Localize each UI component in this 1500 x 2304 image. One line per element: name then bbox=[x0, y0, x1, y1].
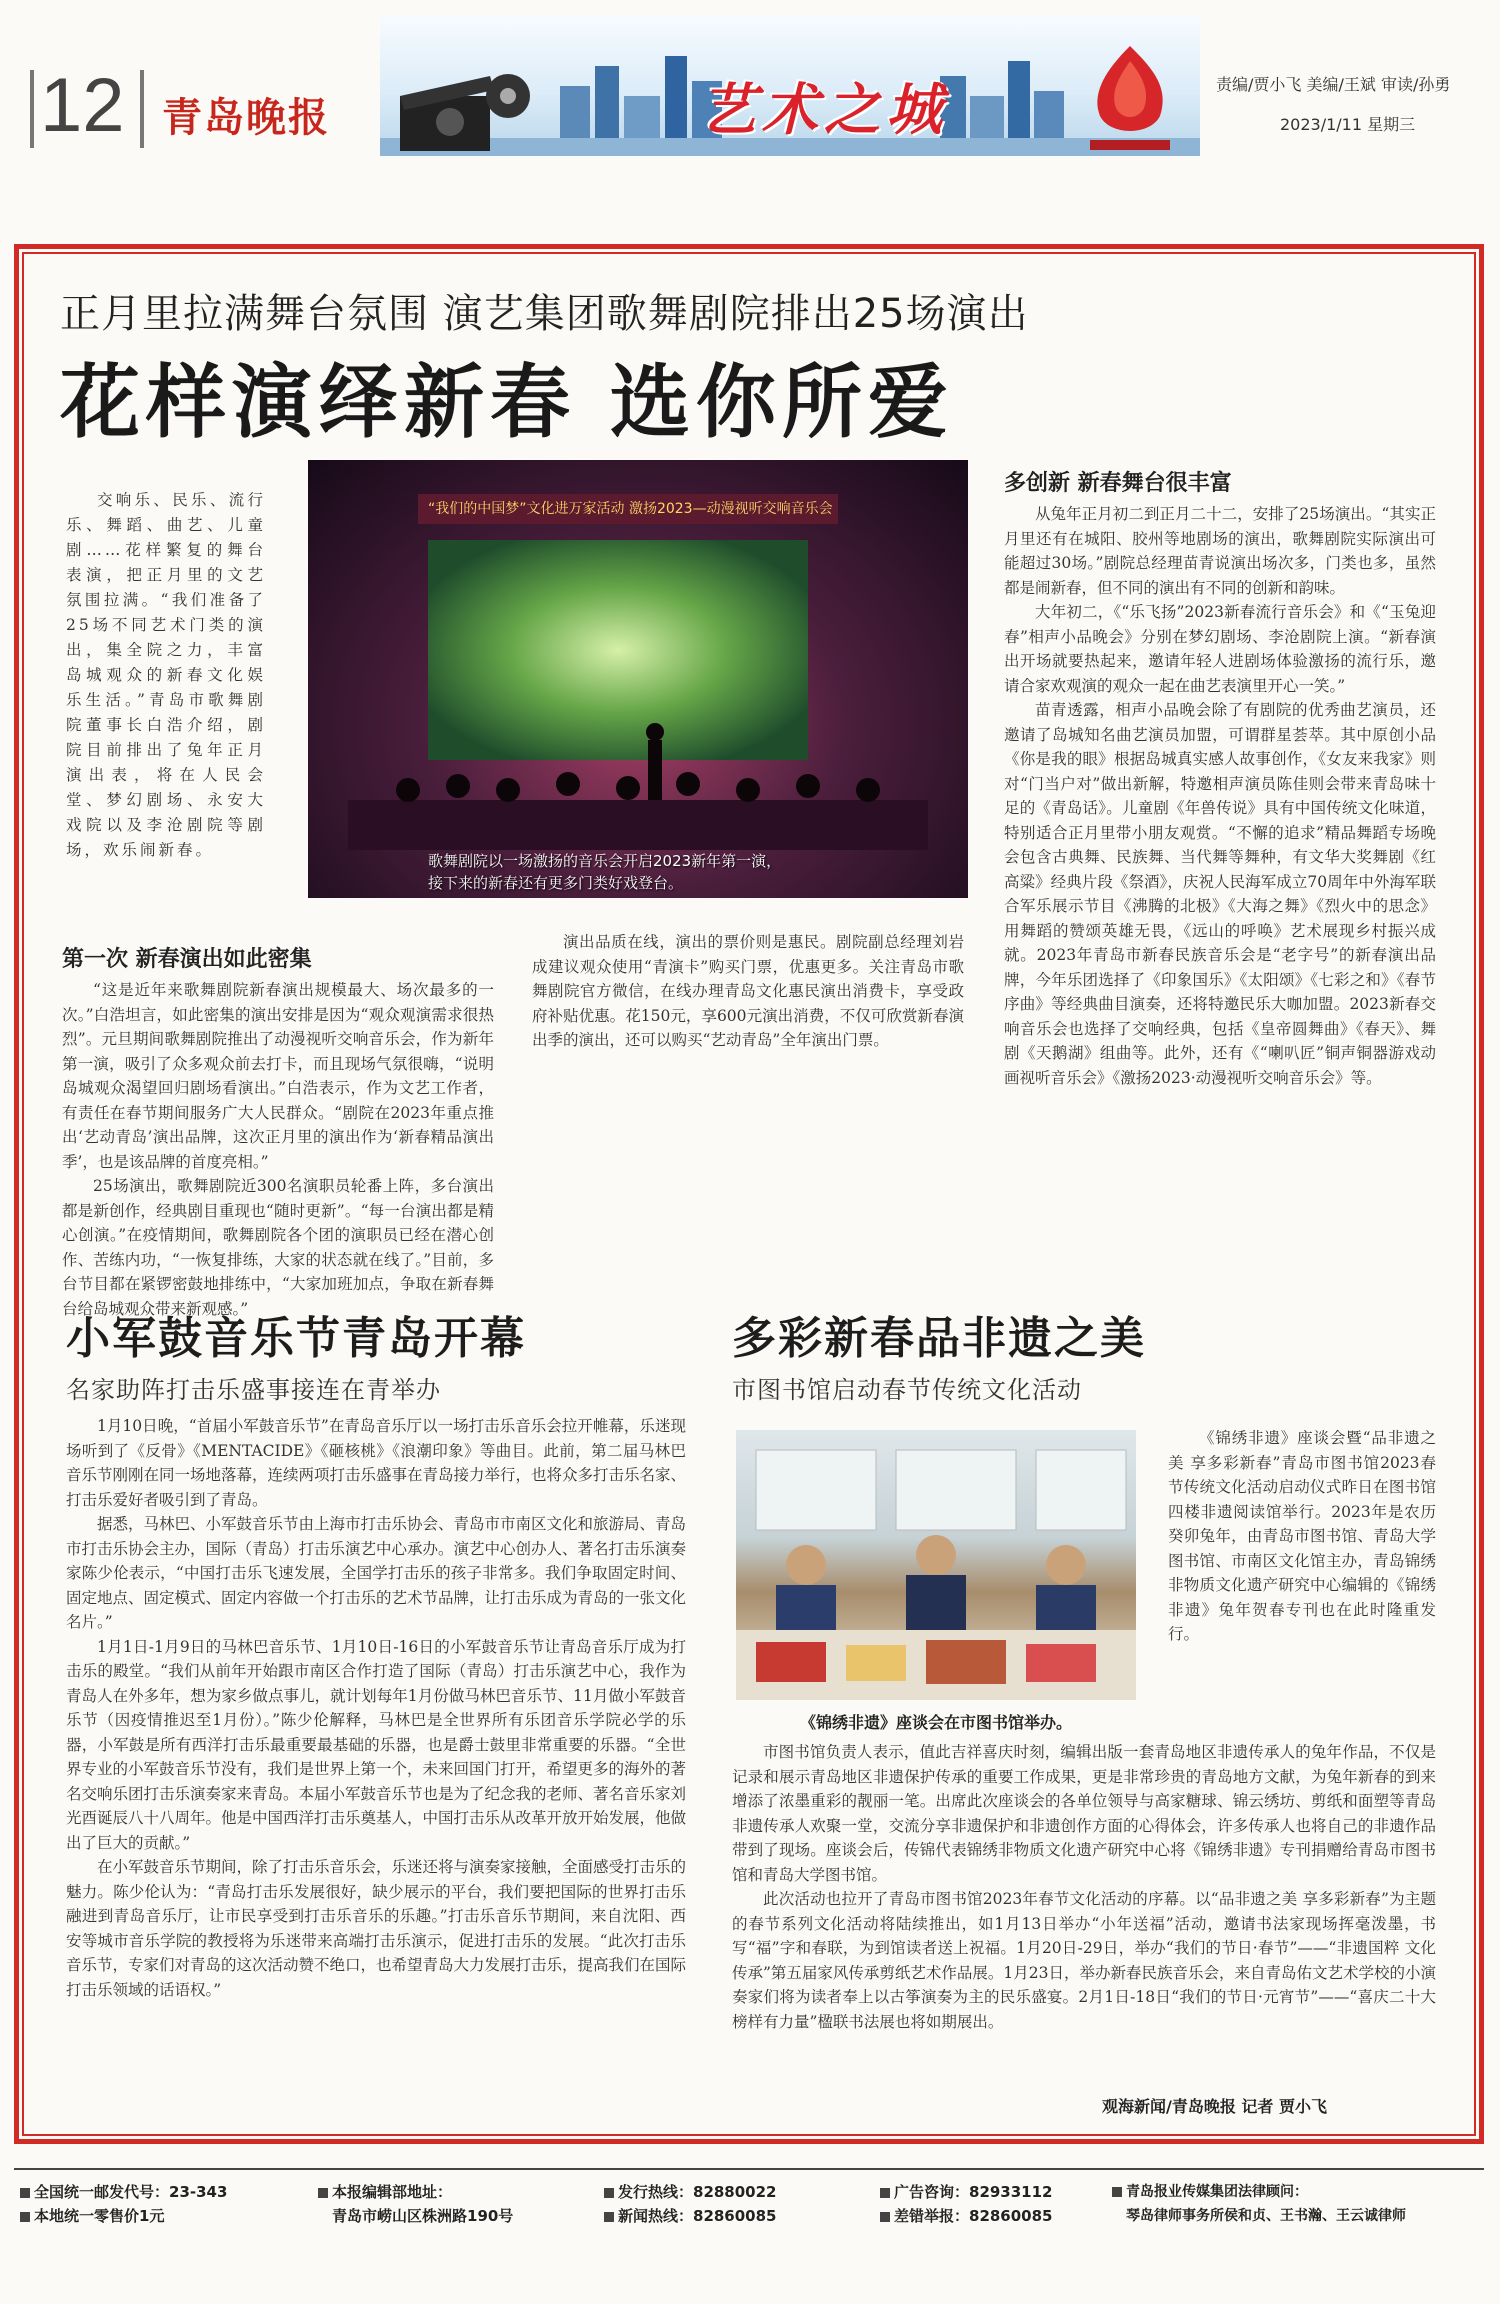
footer-legal-label: 青岛报业传媒集团法律顾问： bbox=[1126, 2184, 1308, 2200]
story3-col-right bbox=[1168, 1426, 1436, 1736]
story1-headline: 花样演绎新春 选你所爱 bbox=[60, 355, 954, 449]
footer-block-5 bbox=[1112, 2180, 1406, 2228]
story1-section1-col1 bbox=[62, 978, 494, 1318]
story2-subhead: 名家助阵打击乐盛事接连在青举办 bbox=[66, 1376, 441, 1404]
masthead bbox=[0, 0, 1500, 160]
story1-sec2-paragraph3: 苗青透露，相声小品晚会除了有剧院的优秀曲艺演员，还邀请了岛城知名曲艺演员加盟，可谓群星荟萃。其中原创小品《你是我的眼》根据岛城真实感人故事创作，《女友来我家》则对“门当户对”做出新解，特邀相声演员陈佳则会带来青岛味十足的《青岛话》。儿童剧《年兽传说》具有中国传统文化味道，特别适合正月里带小朋友观赏。“不懈的追求”精品舞蹈专场晚会包含古典舞、民族舞、当代舞等舞种，有文华大奖舞剧《红高粱》经典片段《祭酒》，庆祝人民海军成立70周年中外海军联合军乐展示节目《沸腾的北极》《大海之舞》《烈火中的思念》用舞蹈的赞颂英雄无畏，《远山的呼唤》艺术展现乡村振兴成就。2023年青岛市新春民族音乐会是“老字号”的新春演出品牌，今年乐团选择了《印象国乐》《太阳颂》《七彩之和》《春节序曲》等经典曲目演奏，还将特邀民乐大咖加盟。2023新春交响音乐会也选择了交响经典，包括《皇帝圆舞曲》《春天》、舞剧《天鹅湖》组曲等。此外，还有《“喇叭匠”铜声铜器游戏动画视听音乐会》《激扬2023·动漫视听交响音乐会》等。 bbox=[1004, 701, 1436, 1087]
story3-paragraph1: 《锦绣非遗》座谈会暨“品非遗之美 享多彩新春”青岛市图书馆2023春节传统文化活动启动仪式昨日在图书馆四楼非遗阅读馆举行。2023年是农历癸卯兔年，由青岛市图书馆、青岛大学图书馆、市南区文化馆主办，青岛锦绣非物质文化遗产研究中心编辑的《锦绣非遗》兔年贺春专刊也在此时隆重发行。 bbox=[1168, 1429, 1436, 1643]
footer-news-hotline: 新闻热线：82860085 bbox=[618, 2207, 777, 2225]
footer-divider bbox=[14, 2168, 1484, 2170]
paper-name: 青岛晚报 bbox=[162, 94, 330, 141]
story1-sec2-paragraph2: 大年初二，《“乐飞扬”2023新春流行音乐会》和《“玉兔迎春”相声小品晚会》分别在梦幻剧场、李沧剧院上演。“新春演出开场就要热起来，邀请年轻人进剧场体验激扬的流行乐，邀请合家欢观演的观众一起在曲艺表演里开心一笑。” bbox=[1004, 603, 1436, 695]
footer-block-2 bbox=[318, 2180, 513, 2228]
footer-address-label: 本报编辑部地址： bbox=[332, 2183, 453, 2201]
story1-sec1-paragraph1: “这是近年来歌舞剧院新春演出规模最大、场次最多的一次。”白浩坦言，如此密集的演出安排是因为“观众观演需求很热烈”。元旦期间歌舞剧院推出了动漫视听交响音乐会，作为新年第一演，吸引了众多观众前去打卡，而且现场气氛很嗨，“说明岛城观众渴望回归剧场看演出。”白浩表示，作为文艺工作者，有责任在春节期间服务广大人民群众。“剧院在2023年重点推出‘艺动青岛’演出品牌，这次正月里的演出作为‘新春精品演出季’，也是该品牌的首度亮相。” bbox=[62, 981, 494, 1171]
may-wind-sculpture-icon bbox=[1080, 36, 1180, 156]
footer-error-report: 差错举报：82860085 bbox=[894, 2207, 1053, 2225]
footer-distribution-hotline: 发行热线：82880022 bbox=[618, 2183, 777, 2201]
photo-caption-line1: 歌舞剧院以一场激扬的音乐会开启2023新年第一演， bbox=[428, 852, 782, 870]
story1-lead-text: 交响乐、民乐、流行乐、舞蹈、曲艺、儿童剧……花样繁复的舞台表演，把正月里的文艺氛围拉满。“我们准备了25场不同艺术门类的演出，集全院之力，丰富岛城观众的新春文化娱乐生活。”青岛市歌舞剧院董事长白浩介绍，剧院目前排出了兔年正月演出表，将在人民会堂、梦幻剧场、永安大戏院以及李沧剧院等剧场，欢乐闹新春。 bbox=[66, 491, 266, 859]
footer-block-1 bbox=[20, 2180, 227, 2228]
footer-address: 青岛市崂山区株洲路190号 bbox=[332, 2207, 514, 2225]
photo-caption-line2: 接下来的新春还有更多门类好戏登台。 bbox=[428, 874, 684, 892]
story2-headline: 小军鼓音乐节青岛开幕 bbox=[66, 1313, 526, 1364]
story1-sec2-paragraph1: 从兔年正月初二到正月二十二，安排了25场演出。“其实正月里还有在城阳、胶州等地剧场的演出，歌舞剧院实际演出可能超过30场。”剧院总经理苗青说演出场次多，门类也多，虽然都是闹新春，但不同的演出有不同的创新和韵味。 bbox=[1004, 505, 1436, 597]
meeting-scene-icon bbox=[736, 1430, 1136, 1700]
concert-photo bbox=[308, 460, 968, 898]
photo-caption: 《锦绣非遗》座谈会在市图书馆举办。 bbox=[800, 1713, 1073, 1732]
footer-block-4 bbox=[880, 2180, 1053, 2228]
story2-paragraph4: 在小军鼓音乐节期间，除了打击乐音乐会，乐迷还将与演奏家接触，全面感受打击乐的魅力。陈少伦认为：“青岛打击乐发展很好，缺少展示的平台，我们要把国际的世界打击乐融进到青岛音乐厅，让市民享受到打击乐音乐的乐趣。”打击乐音乐节期间，来自沈阳、西安等城市音乐学院的教授将为乐迷带来高端打击乐演示，促进打击乐的发展。“此次打击乐音乐节，专家们对青岛的这次活动赞不绝口，也希望青岛大力发展打击乐，提高我们在国际打击乐领域的话语权。” bbox=[66, 1858, 687, 1999]
story3-subhead: 市图书馆启动春节传统文化活动 bbox=[732, 1376, 1082, 1404]
story2-paragraph1: 1月10日晚，“首届小军鼓音乐节”在青岛音乐厅以一场打击乐音乐会拉开帷幕，乐迷现场听到了《反骨》《MENTACIDE》《砸核桃》《浪潮印象》等曲目。此前，第二届马林巴音乐节刚刚在同一场地落幕，连续两项打击乐盛事在青岛接力举行，也将众多打击乐名家、打击乐爱好者吸引到了青岛。 bbox=[66, 1417, 687, 1509]
story1-sec1-paragraph2: 25场演出，歌舞剧院近300名演职员轮番上阵，多台演出都是新创作，经典剧目重现也“随时更新”。“每一台演出都是精心创演。”在疫情期间，歌舞剧院各个团的演职员已经在潜心创作、苦练内功，“一恢复排练，大家的状态就在线了。”目前，多台节目都在紧锣密鼓地排练中，“大家加班加点，争取在新春舞台给岛城观众带来新观感。” bbox=[62, 1177, 494, 1318]
story1-section1-title: 第一次 新春演出如此密集 bbox=[62, 947, 312, 972]
story3-paragraph2: 市图书馆负责人表示，值此吉祥喜庆时刻，编辑出版一套青岛地区非遗传承人的兔年作品，不仅是记录和展示青岛地区非遗保护传承的重要工作成果，更是非常珍贵的青岛地方文献，为兔年新春的到来增添了浓墨重彩的靓丽一笔。出席此次座谈会的各单位领导与高家糖球、锦云绣坊、剪纸和面塑等青岛非遗传承人欢聚一堂，交流分享非遗保护和非遗创作方面的心得体会，许多传承人也将自己的非遗作品带到了现场。座谈会后，传锦代表锦绣非物质文化遗产研究中心将《锦绣非遗》专刊捐赠给青岛市图书馆和青岛大学图书馆。 bbox=[732, 1743, 1436, 1884]
photo-banner-text: “我们的中国梦”文化进万家活动 激扬2023—动漫视听交响音乐会 bbox=[428, 501, 833, 517]
story3-byline: 观海新闻/青岛晚报 记者 贾小飞 bbox=[1102, 2097, 1327, 2116]
orchestra-silhouette-icon bbox=[348, 690, 928, 850]
editors-credit: 责编/贾小飞 美编/王斌 审读/孙勇 bbox=[1216, 75, 1451, 94]
story1-subhead: 正月里拉满舞台氛围 演艺集团歌舞剧院排出25场演出 bbox=[60, 291, 1029, 337]
story3-col-bottom bbox=[732, 1740, 1436, 2072]
story2-paragraph3: 1月1日-1月9日的马林巴音乐节、1月10日-16日的小军鼓音乐节让青岛音乐厅成为打击乐的殿堂。“我们从前年开始跟市南区合作打造了国际（青岛）打击乐演艺中心，我作为青岛人在外多年，想为家乡做点事儿，就计划每年1月份做马林巴音乐节、11月做小军鼓音乐节（因疫情推迟至1月份）。”陈少伦解释，马林巴是全世界所有乐团音乐学院必学的乐器，小军鼓是所有西洋打击乐最重要最基础的乐器，也是爵士鼓里非常重要的乐器。“全世界专业的小军鼓音乐节没有，我们是世界上第一个，未来回国门打开，希望更多的海外的著名交响乐团打击乐演奏家来青岛。本届小军鼓音乐节也是为了纪念我的老师、著名音乐家刘光酉诞辰八十八周年。他是中国西洋打击乐奠基人，中国打击乐从改革开放开始发展，他做出了巨大的贡献。” bbox=[66, 1637, 687, 1852]
footer-postal-code: 全国统一邮发代号：23-343 bbox=[34, 2183, 228, 2201]
story1-lead bbox=[66, 488, 266, 898]
story3-paragraph3: 此次活动也拉开了青岛市图书馆2023年春节文化活动的序幕。以“品非遗之美 享多彩新春”为主题的春节系列文化活动将陆续推出，如1月13日举办“小年送福”活动，邀请书法家现场挥毫泼墨，书写“福”字和春联，为到馆读者送上祝福。1月20日-29日，举办“我们的节日·春节”——“非遗国粹 文化传承”第五届家风传承剪纸艺术作品展。1月23日，举办新春民族音乐会，来自青岛佑文艺术学校的小演奏家们将为读者奉上以古筝演奏为主的民乐盛宴。2月1日-18日“我们的节日·元宵节”——“喜庆二十大 榜样有力量”楹联书法展也将如期展出。 bbox=[732, 1890, 1437, 2031]
footer-legal-counsel: 琴岛律师事务所侯和贞、王书瀚、王云诚律师 bbox=[1126, 2208, 1406, 2224]
divider bbox=[140, 70, 144, 148]
footer-ad-inquiry: 广告咨询：82933112 bbox=[894, 2183, 1053, 2201]
section-banner bbox=[380, 16, 1200, 156]
story2-paragraph2: 据悉，马林巴、小军鼓音乐节由上海市打击乐协会、青岛市市南区文化和旅游局、青岛市打击乐协会主办，国际（青岛）打击乐演艺中心承办。演艺中心创办人、著名打击乐演奏家陈少伦表示，“中国打击乐飞速发展，全国学打击乐的孩子非常多。我们争取固定时间、固定地点、固定模式、固定内容做一个打击乐的艺术节品牌，让打击乐成为青岛的一张文化名片。” bbox=[66, 1515, 687, 1631]
footer-block-3 bbox=[604, 2180, 777, 2228]
story1-section2-col bbox=[1004, 502, 1436, 1260]
story3-headline: 多彩新春品非遗之美 bbox=[732, 1313, 1146, 1364]
page-number: 12 bbox=[40, 63, 125, 148]
story1-sec1-paragraph3: 演出品质在线，演出的票价则是惠民。剧院副总经理刘岩成建议观众使用“青演卡”购买门票，优惠更多。关注青岛市歌舞剧院官方微信，在线办理青岛文化惠民演出消费卡，享受政府补贴优惠。花150元，享600元演出消费，不仅可欣赏新春演出季的演出，还可以购买“艺动青岛”全年演出门票。 bbox=[532, 933, 964, 1049]
film-clapper-icon bbox=[390, 56, 540, 156]
story1-section2-title: 多创新 新春舞台很丰富 bbox=[1004, 471, 1232, 496]
divider bbox=[30, 70, 34, 148]
story2-body bbox=[66, 1414, 686, 2090]
footer-retail-price: 本地统一零售价1元 bbox=[34, 2207, 165, 2225]
library-meeting-photo bbox=[736, 1430, 1136, 1700]
issue-date: 2023/1/11 星期三 bbox=[1280, 115, 1416, 134]
story1-section1-col2 bbox=[532, 930, 964, 1270]
section-title: 艺术之城 bbox=[700, 77, 948, 143]
